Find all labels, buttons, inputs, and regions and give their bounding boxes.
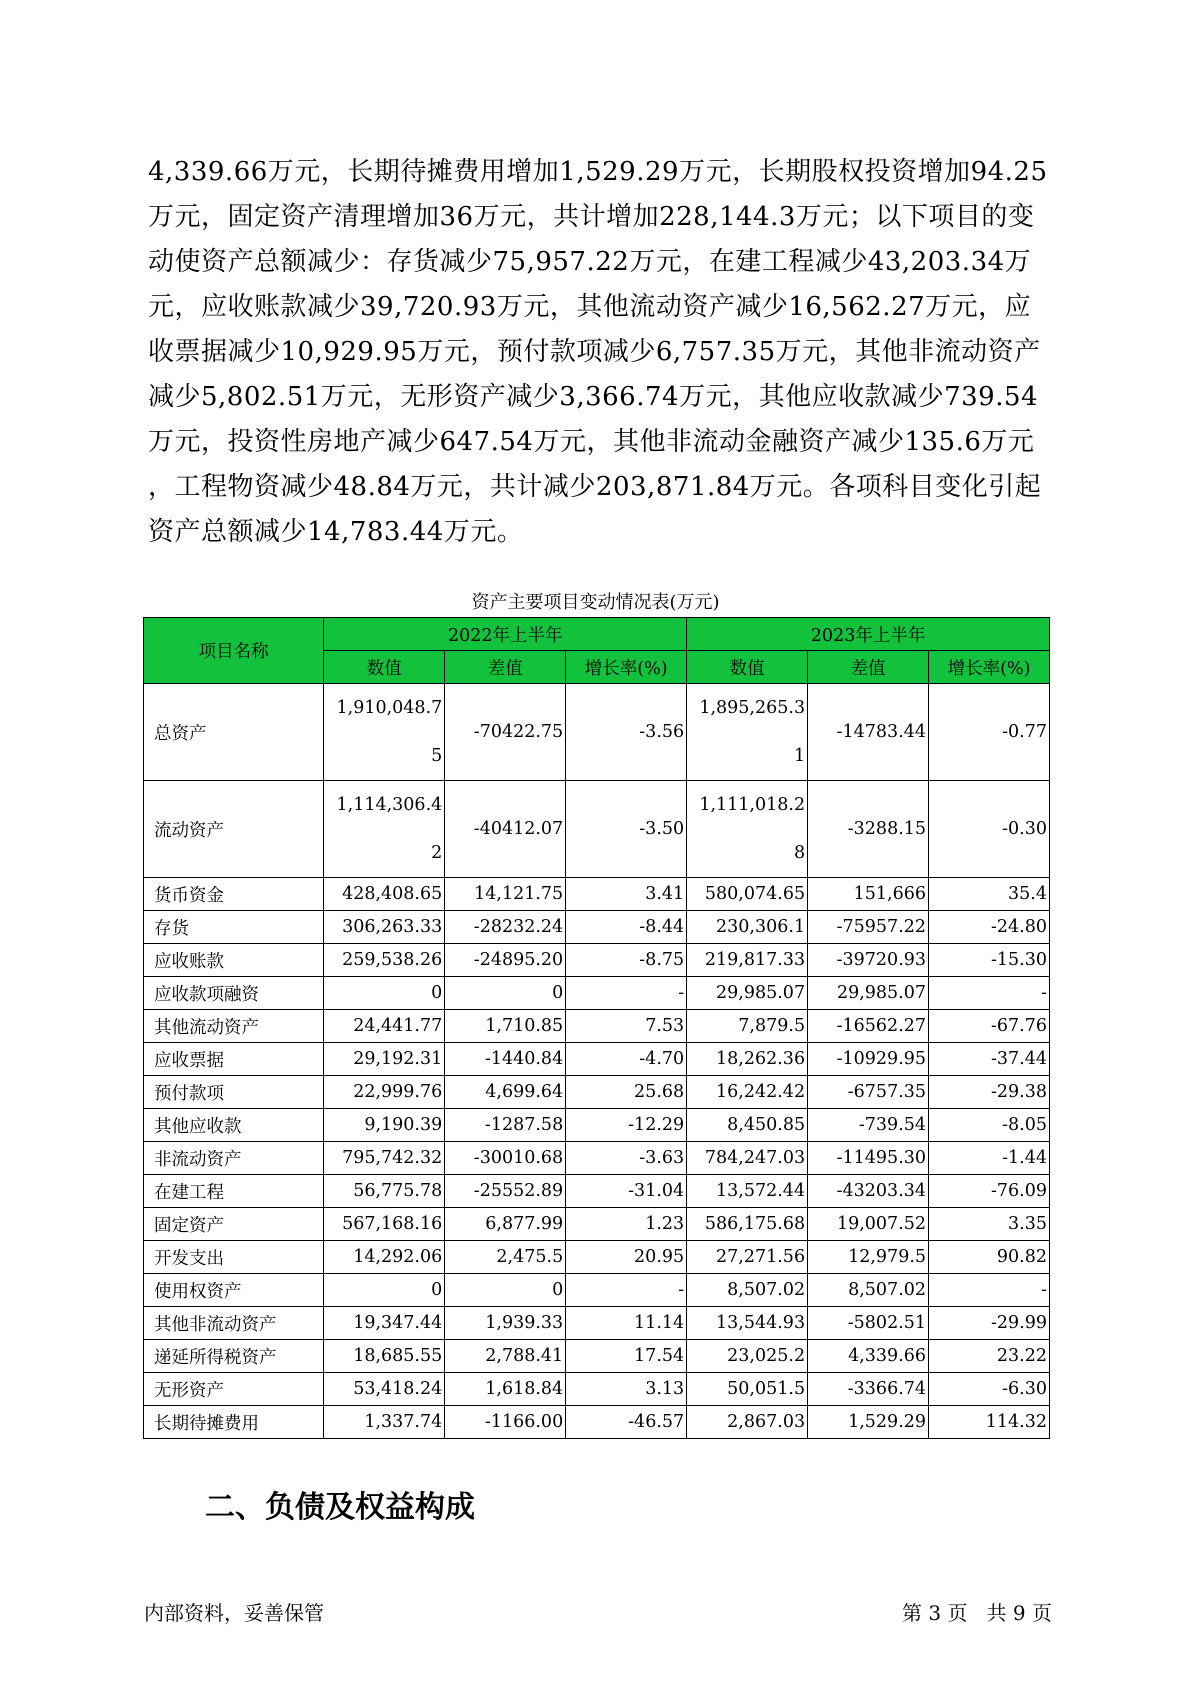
diff-2022-cell: 2,475.5: [445, 1241, 566, 1274]
row-name-cell: 其他应收款: [144, 1109, 324, 1142]
rate-2022-cell: -3.50: [566, 781, 687, 878]
row-name-cell: 使用权资产: [144, 1274, 324, 1307]
table-row: [144, 781, 1050, 878]
diff-2022-cell: 14,121.75: [445, 878, 566, 911]
table-row: [144, 1208, 1050, 1241]
diff-2023-cell: -3288.15: [808, 781, 929, 878]
rate-2023-cell: -76.09: [929, 1175, 1050, 1208]
rate-2022-cell: 3.13: [566, 1373, 687, 1406]
subheader-value-2022: 数值: [324, 651, 445, 684]
value-2023-cell: 50,051.5: [687, 1373, 808, 1406]
rate-2022-cell: 20.95: [566, 1241, 687, 1274]
rate-2023-cell: 3.35: [929, 1208, 1050, 1241]
value-2023-cell: 13,572.44: [687, 1175, 808, 1208]
table-row: [144, 1373, 1050, 1406]
table-row: [144, 1406, 1050, 1439]
diff-2023-cell: -75957.22: [808, 911, 929, 944]
table-row: [144, 1142, 1050, 1175]
table-row: [144, 1109, 1050, 1142]
row-name-cell: 无形资产: [144, 1373, 324, 1406]
paragraph-line: 收票据减少10,929.95万元，预付款项减少6,757.35万元，其他非流动资产: [148, 337, 1041, 367]
rate-2022-cell: -3.63: [566, 1142, 687, 1175]
rate-2023-cell: -15.30: [929, 944, 1050, 977]
diff-2023-cell: -16562.27: [808, 1010, 929, 1043]
rate-2022-cell: 1.23: [566, 1208, 687, 1241]
row-name-cell: 预付款项: [144, 1076, 324, 1109]
rate-2022-cell: 25.68: [566, 1076, 687, 1109]
value-2023-cell: 8,507.02: [687, 1274, 808, 1307]
value-2023-cell: 586,175.68: [687, 1208, 808, 1241]
diff-2023-cell: -11495.30: [808, 1142, 929, 1175]
row-name-cell: 应收账款: [144, 944, 324, 977]
value-2023-cell: 23,025.2: [687, 1340, 808, 1373]
diff-2022-cell: -1287.58: [445, 1109, 566, 1142]
rate-2022-cell: -3.56: [566, 684, 687, 781]
value-2022-cell: 0: [324, 977, 445, 1010]
diff-2022-cell: 2,788.41: [445, 1340, 566, 1373]
row-name-cell: 其他非流动资产: [144, 1307, 324, 1340]
rate-2023-cell: -24.80: [929, 911, 1050, 944]
paragraph-line: 万元，投资性房地产减少647.54万元，其他非流动金融资产减少135.6万元: [148, 427, 1035, 457]
subheader-rate-2023: 增长率(%): [929, 651, 1050, 684]
row-name-cell: 应收款项融资: [144, 977, 324, 1010]
rate-2023-cell: 114.32: [929, 1406, 1050, 1439]
value-2022-cell: 14,292.06: [324, 1241, 445, 1274]
table-row: [144, 1241, 1050, 1274]
value-2022-cell: 1,337.74: [324, 1406, 445, 1439]
value-2022-cell: 18,685.55: [324, 1340, 445, 1373]
value-2023-cell: 29,985.07: [687, 977, 808, 1010]
paragraph-line: 减少5,802.51万元，无形资产减少3,366.74万元，其他应收款减少739.54: [148, 382, 1039, 412]
footer-confidential-note: 内部资料，妥善保管: [144, 1601, 324, 1625]
diff-2023-cell: -14783.44: [808, 684, 929, 781]
subheader-value-2023: 数值: [687, 651, 808, 684]
diff-2023-cell: -3366.74: [808, 1373, 929, 1406]
row-name-cell: 货币资金: [144, 878, 324, 911]
diff-2023-cell: -10929.95: [808, 1043, 929, 1076]
rate-2023-cell: -: [929, 1274, 1050, 1307]
paragraph-line: 资产总额减少14,783.44万元。: [148, 517, 524, 547]
row-name-cell: 固定资产: [144, 1208, 324, 1241]
diff-2023-cell: 29,985.07: [808, 977, 929, 1010]
diff-2022-cell: -28232.24: [445, 911, 566, 944]
rate-2023-cell: -6.30: [929, 1373, 1050, 1406]
diff-2023-cell: 19,007.52: [808, 1208, 929, 1241]
table-row: [144, 878, 1050, 911]
rate-2022-cell: -8.75: [566, 944, 687, 977]
diff-2022-cell: 6,877.99: [445, 1208, 566, 1241]
rate-2022-cell: 7.53: [566, 1010, 687, 1043]
row-name-cell: 应收票据: [144, 1043, 324, 1076]
body-paragraph: [148, 150, 1048, 555]
diff-2023-cell: -39720.93: [808, 944, 929, 977]
diff-2022-cell: -40412.07: [445, 781, 566, 878]
subheader-diff-2023: 差值: [808, 651, 929, 684]
diff-2022-cell: -70422.75: [445, 684, 566, 781]
rate-2023-cell: -8.05: [929, 1109, 1050, 1142]
rate-2022-cell: -: [566, 977, 687, 1010]
rate-2022-cell: -: [566, 1274, 687, 1307]
wrapped-value: 1,111,018.28: [699, 795, 806, 863]
diff-2023-cell: 151,666: [808, 878, 929, 911]
diff-2022-cell: 4,699.64: [445, 1076, 566, 1109]
value-2023-cell: 8,450.85: [687, 1109, 808, 1142]
subheader-rate-2022: 增长率(%): [566, 651, 687, 684]
value-2022-cell: 56,775.78: [324, 1175, 445, 1208]
value-2022-cell: 22,999.76: [324, 1076, 445, 1109]
diff-2023-cell: 4,339.66: [808, 1340, 929, 1373]
rate-2022-cell: -31.04: [566, 1175, 687, 1208]
footer-page-number: 第 3 页 共 9 页: [902, 1601, 1052, 1625]
value-2022-cell: 567,168.16: [324, 1208, 445, 1241]
table-row: [144, 1010, 1050, 1043]
value-2022-cell: [324, 684, 445, 781]
row-name-cell: 流动资产: [144, 781, 324, 878]
diff-2022-cell: -1166.00: [445, 1406, 566, 1439]
value-2022-cell: 259,538.26: [324, 944, 445, 977]
rate-2023-cell: 90.82: [929, 1241, 1050, 1274]
diff-2023-cell: -739.54: [808, 1109, 929, 1142]
diff-2022-cell: -30010.68: [445, 1142, 566, 1175]
row-name-cell: 总资产: [144, 684, 324, 781]
value-2023-cell: 580,074.65: [687, 878, 808, 911]
diff-2023-cell: -43203.34: [808, 1175, 929, 1208]
section-heading: 二、负债及权益构成: [205, 1490, 475, 1525]
rate-2022-cell: -46.57: [566, 1406, 687, 1439]
header-period-2023: 2023年上半年: [687, 618, 1050, 651]
rate-2023-cell: -: [929, 977, 1050, 1010]
rate-2022-cell: 11.14: [566, 1307, 687, 1340]
table-row: [144, 1340, 1050, 1373]
row-name-cell: 其他流动资产: [144, 1010, 324, 1043]
rate-2022-cell: -12.29: [566, 1109, 687, 1142]
subheader-diff-2022: 差值: [445, 651, 566, 684]
table-row: [144, 944, 1050, 977]
value-2023-cell: [687, 684, 808, 781]
paragraph-line: 元，应收账款减少39,720.93万元，其他流动资产减少16,562.27万元，应: [148, 292, 1032, 322]
row-name-cell: 开发支出: [144, 1241, 324, 1274]
rate-2022-cell: 3.41: [566, 878, 687, 911]
diff-2022-cell: 1,710.85: [445, 1010, 566, 1043]
table-row: [144, 911, 1050, 944]
table-row: [144, 1043, 1050, 1076]
rate-2023-cell: -29.99: [929, 1307, 1050, 1340]
diff-2023-cell: 1,529.29: [808, 1406, 929, 1439]
rate-2023-cell: -1.44: [929, 1142, 1050, 1175]
paragraph-line: 4,339.66万元，长期待摊费用增加1,529.29万元，长期股权投资增加94.25: [148, 157, 1048, 187]
value-2023-cell: 18,262.36: [687, 1043, 808, 1076]
diff-2023-cell: -5802.51: [808, 1307, 929, 1340]
table-row: [144, 1307, 1050, 1340]
table-row: [144, 1274, 1050, 1307]
rate-2022-cell: 17.54: [566, 1340, 687, 1373]
value-2022-cell: 428,408.65: [324, 878, 445, 911]
value-2023-cell: 219,817.33: [687, 944, 808, 977]
header-period-2022: 2022年上半年: [324, 618, 687, 651]
value-2022-cell: 9,190.39: [324, 1109, 445, 1142]
diff-2023-cell: 8,507.02: [808, 1274, 929, 1307]
row-name-cell: 在建工程: [144, 1175, 324, 1208]
table-row: [144, 1175, 1050, 1208]
row-name-cell: 长期待摊费用: [144, 1406, 324, 1439]
value-2023-cell: 784,247.03: [687, 1142, 808, 1175]
diff-2022-cell: 1,939.33: [445, 1307, 566, 1340]
rate-2023-cell: 23.22: [929, 1340, 1050, 1373]
rate-2023-cell: -37.44: [929, 1043, 1050, 1076]
diff-2022-cell: 0: [445, 977, 566, 1010]
diff-2022-cell: 0: [445, 1274, 566, 1307]
paragraph-line: 动使资产总额减少：存货减少75,957.22万元，在建工程减少43,203.34万: [148, 247, 1032, 277]
wrapped-value: 1,114,306.42: [336, 795, 443, 863]
paragraph-line: 万元，固定资产清理增加36万元，共计增加228,144.3万元；以下项目的变: [148, 202, 1035, 232]
value-2022-cell: [324, 781, 445, 878]
diff-2022-cell: 1,618.84: [445, 1373, 566, 1406]
rate-2023-cell: -0.77: [929, 684, 1050, 781]
row-name-cell: 存货: [144, 911, 324, 944]
value-2023-cell: 16,242.42: [687, 1076, 808, 1109]
table-row: [144, 684, 1050, 781]
value-2023-cell: 13,544.93: [687, 1307, 808, 1340]
value-2022-cell: 795,742.32: [324, 1142, 445, 1175]
diff-2023-cell: 12,979.5: [808, 1241, 929, 1274]
value-2022-cell: 0: [324, 1274, 445, 1307]
diff-2022-cell: -24895.20: [445, 944, 566, 977]
wrapped-value: 1,910,048.75: [336, 698, 443, 766]
table-row: [144, 1076, 1050, 1109]
rate-2023-cell: -67.76: [929, 1010, 1050, 1043]
wrapped-value: 1,895,265.31: [699, 698, 806, 766]
row-name-cell: 非流动资产: [144, 1142, 324, 1175]
value-2023-cell: 27,271.56: [687, 1241, 808, 1274]
value-2022-cell: 19,347.44: [324, 1307, 445, 1340]
value-2022-cell: 53,418.24: [324, 1373, 445, 1406]
value-2023-cell: 2,867.03: [687, 1406, 808, 1439]
value-2022-cell: 24,441.77: [324, 1010, 445, 1043]
rate-2023-cell: 35.4: [929, 878, 1050, 911]
value-2022-cell: 29,192.31: [324, 1043, 445, 1076]
table-caption: 资产主要项目变动情况表(万元): [471, 592, 720, 613]
rate-2022-cell: -8.44: [566, 911, 687, 944]
value-2023-cell: 7,879.5: [687, 1010, 808, 1043]
row-name-cell: 递延所得税资产: [144, 1340, 324, 1373]
rate-2023-cell: -29.38: [929, 1076, 1050, 1109]
diff-2022-cell: -1440.84: [445, 1043, 566, 1076]
paragraph-line: ，工程物资减少48.84万元，共计减少203,871.84万元。各项科目变化引起: [148, 472, 1042, 502]
value-2023-cell: 230,306.1: [687, 911, 808, 944]
asset-change-table: [143, 617, 1050, 1439]
rate-2023-cell: -0.30: [929, 781, 1050, 878]
diff-2022-cell: -25552.89: [445, 1175, 566, 1208]
diff-2023-cell: -6757.35: [808, 1076, 929, 1109]
rate-2022-cell: -4.70: [566, 1043, 687, 1076]
value-2023-cell: [687, 781, 808, 878]
table-row: [144, 977, 1050, 1010]
header-item-name: 项目名称: [144, 618, 324, 684]
value-2022-cell: 306,263.33: [324, 911, 445, 944]
